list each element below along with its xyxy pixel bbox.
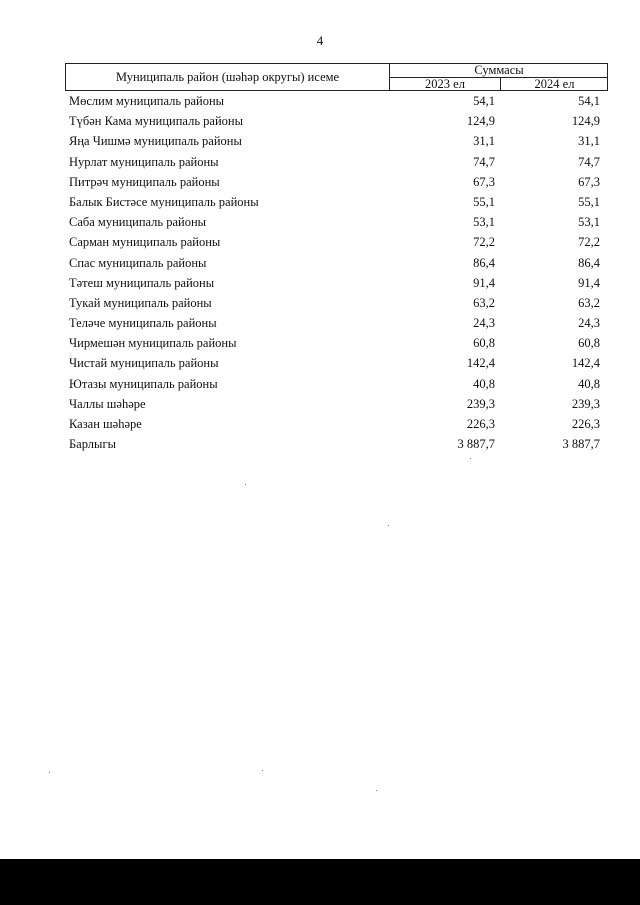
row-name: Яңа Чишмә муниципаль районы [69,134,242,149]
row-name: Нурлат муниципаль районы [69,154,219,169]
row-value-2024: 60,8 [578,336,600,351]
row-value-2024: 54,1 [578,94,600,108]
row-value-2023: 54,1 [473,94,495,108]
row-value-2023: 55,1 [473,194,495,209]
row-value-2023: 142,4 [466,356,495,371]
column-group-header-sum: Суммасы [390,64,608,78]
column-header-name: Муниципаль район (шәһәр округы) исеме [66,64,390,90]
row-name: Чаллы шәһәре [69,396,146,411]
table-row [65,253,608,273]
row-value-2024: 239,3 [571,396,600,411]
row-value-2024: 67,3 [578,174,600,189]
table-row [65,353,608,373]
table-row [65,333,608,353]
scan-edge-bar [0,859,640,905]
table-header [65,63,608,91]
row-value-2023: 31,1 [473,134,495,149]
row-value-2024: 72,2 [578,235,600,250]
row-value-2024: 86,4 [578,255,600,270]
table-row [65,111,608,131]
row-name: Чирмешән муниципаль районы [69,336,237,351]
row-value-2023: 63,2 [473,295,495,310]
row-value-2024: 40,8 [578,376,600,391]
row-name: Түбән Кама муниципаль районы [69,114,243,129]
row-value-2024: 63,2 [578,295,600,310]
table-row [65,152,608,172]
scan-speck [388,525,389,526]
row-name: Сарман муниципаль районы [69,235,221,250]
row-name: Ютазы муниципаль районы [69,376,218,391]
row-name: Казан шәһәре [69,417,142,431]
row-value-2024: 53,1 [578,215,600,230]
row-value-2024: 91,4 [578,275,600,290]
row-value-2023: 24,3 [473,316,495,331]
row-value-2023: 72,2 [473,235,495,250]
table-row [65,434,608,454]
scan-speck [245,484,246,485]
row-value-2023: 239,3 [466,396,495,411]
table-row [65,313,608,333]
row-value-2023: 74,7 [473,154,495,169]
row-name: Тукай муниципаль районы [69,295,212,310]
row-value-2024: 142,4 [571,356,600,371]
row-name: Тәтеш муниципаль районы [69,275,215,290]
row-value-2024: 74,7 [578,154,600,169]
row-value-2024: 226,3 [571,417,600,431]
row-value-2023: 40,8 [473,376,495,391]
table-row [65,273,608,293]
column-header-2023: 2023 ел [390,78,501,90]
row-name: Мөслим муниципаль районы [69,94,225,108]
page-number: 4 [316,33,324,48]
table-row [65,374,608,394]
row-value-2023: 3 887,7 [457,437,495,452]
row-name: Балык Бистәсе муниципаль районы [69,194,259,209]
row-name: Теләче муниципаль районы [69,316,217,331]
scan-speck [376,790,377,791]
row-value-2023: 67,3 [473,174,495,189]
table-row [65,232,608,252]
table-row [65,394,608,414]
scan-speck [49,772,50,773]
row-name: Спас муниципаль районы [69,255,207,270]
row-value-2023: 60,8 [473,336,495,351]
row-name: Саба муниципаль районы [69,215,207,230]
row-name: Чистай муниципаль районы [69,356,219,371]
scan-speck [470,458,471,459]
row-value-2023: 226,3 [466,417,495,431]
row-value-2023: 91,4 [473,275,495,290]
row-value-2024: 55,1 [578,194,600,209]
table-row [65,414,608,434]
row-value-2023: 124,9 [466,114,495,129]
table-row [65,172,608,192]
table-body [65,91,608,454]
table-row [65,293,608,313]
table-row [65,192,608,212]
table-row [65,212,608,232]
row-value-2023: 86,4 [473,255,495,270]
row-value-2024: 3 887,7 [562,437,600,452]
table-row [65,131,608,151]
row-value-2024: 31,1 [578,134,600,149]
row-name: Барлыгы [69,437,116,452]
scan-speck [262,770,263,771]
row-value-2024: 24,3 [578,316,600,331]
row-value-2024: 124,9 [571,114,600,129]
row-value-2023: 53,1 [473,215,495,230]
column-header-2024: 2024 ел [534,77,575,91]
table-row [65,91,608,111]
budget-table [65,63,608,454]
row-name: Питрәч муниципаль районы [69,174,220,189]
